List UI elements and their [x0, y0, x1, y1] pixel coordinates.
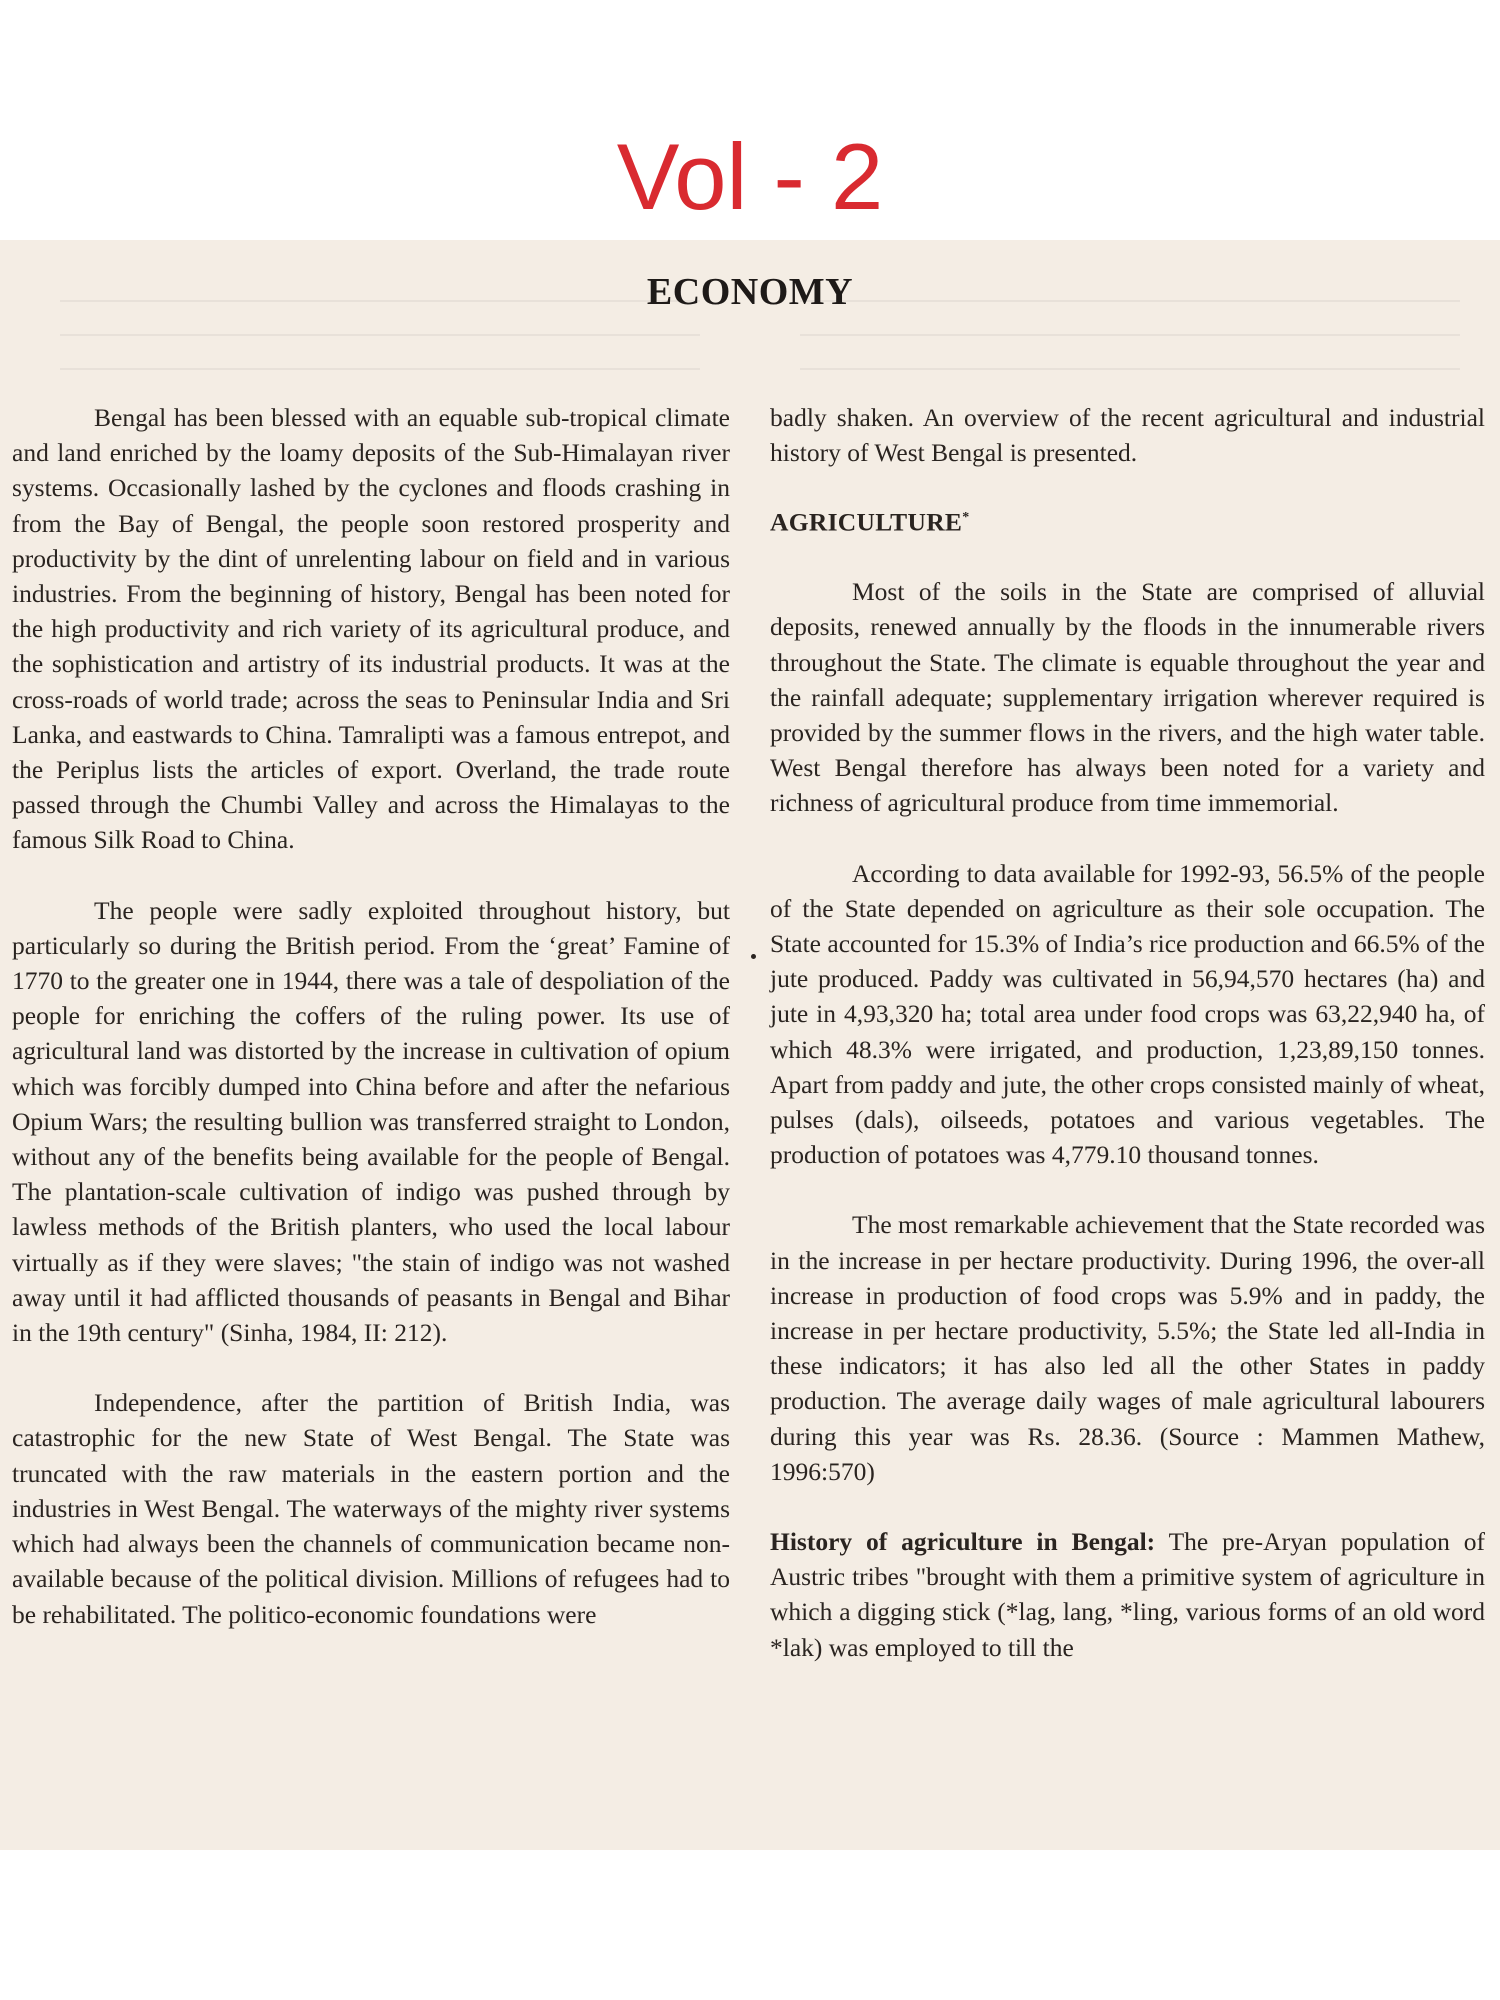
paragraph: Independence, after the partition of British India, was catastrophic for the new State of West Bengal. The State was truncated with the raw materials in the eastern portion and the industries in West Bengal. The waterways of the mighty river systems which had always been the channels of communication became non-available because of the political division. Millions of refugees had to be rehabilitated. The politico-economic foundations were: [12, 1388, 730, 1629]
bleed-through-right: [800, 300, 1460, 400]
bleed-through-left: [60, 300, 700, 400]
left-column: [12, 400, 730, 1632]
page-heading: ECONOMY: [646, 271, 854, 313]
paragraph: According to data available for 1992-93, 56.5% of the people of the State depended on agriculture as their sole occupation. The State accounted for 15.3% of India’s rice production and 66.5% of the jute produced. Paddy was cultivated in 56,94,570 hectares (ha) and jute in 4,93,320 ha; total area under food crops was 63,22,940 ha, of which 48.3% were irrigated, and production, 1,23,89,150 tonnes. Apart from paddy and jute, the other crops consisted mainly of wheat, pulses (dals), oilseeds, potatoes and various vegetables. The production of potatoes was 4,779.10 thousand tonnes.: [770, 858, 1485, 1170]
paragraph: The most remarkable achievement that the State recorded was in the increase in per hectare productivity. During 1996, the over-all increase in production of food crops was 5.9% and in paddy, the increase in per hectare productivity, 5.5%; the State led all-India in these indicators; it has also led all the other States in paddy production. The average daily wages of male agricultural labourers during this year was Rs. 28.36. (Source : Mammen Mathew, 1996:570): [770, 1210, 1485, 1486]
section-heading: AGRICULTURE*: [770, 507, 970, 537]
stray-mark: [751, 954, 756, 959]
footnote-marker: *: [962, 510, 970, 526]
right-column: [770, 400, 1485, 1665]
paragraph: Bengal has been blessed with an equable sub-tropical climate and land enriched by the loamy deposits of the Sub-Himalayan river systems. Occasionally lashed by the cyclones and floods crashing in from the Bay of Bengal, the people soon restored prosperity and productivity by the dint of unrelenting labour on field and in various industries. From the beginning of history, Bengal has been noted for the high productivity and rich variety of its agricultural produce, and the sophistication and artistry of its industrial products. It was at the cross-roads of world trade; across the seas to Peninsular India and Sri Lanka, and eastwards to China. Tamralipti was a famous entrepot, and the Periplus lists the articles of export. Overland, the trade route passed through the Chumbi Valley and across the Himalayas to the famous Silk Road to China.: [12, 403, 730, 855]
paragraph: The people were sadly exploited throughout history, but particularly so during the British period. From the ‘great’ Famine of 1770 to the greater one in 1944, there was a tale of despoliation of the people for enriching the coffers of the ruling power. Its use of agricultural land was distorted by the increase in cultivation of opium which was forcibly dumped into China before and after the nefarious Opium Wars; the resulting bullion was transferred straight to London, without any of the benefits being available for the people of Bengal. The plantation-scale cultivation of indigo was pushed through by lawless methods of the British planters, who used the local labour virtually as if they were slaves; "the stain of indigo was not washed away until it had afflicted thousands of peasants in Bengal and Bihar in the 19th century" (Sinha, 1984, II: 212).: [12, 895, 730, 1348]
run-in-heading: History of agriculture in Bengal:: [770, 1526, 1156, 1556]
paragraph: Most of the soils in the State are comprised of alluvial deposits, renewed annually by the floods in the innumerable rivers throughout the State. The climate is equable throughout the year and the rainfall adequate; supplementary irrigation wherever required is provided by the summer flows in the rivers, and the high water table. West Bengal therefore has always been noted for a variety and richness of agricultural produce from time immemorial.: [770, 577, 1485, 818]
volume-label: Vol - 2: [616, 124, 884, 229]
run-in-text: The pre-Aryan population of Austric tribes "brought with them a primitive system of agriculture in which a digging stick (*lag, lang, *ling, various forms of an old word *lak) was employed to till the: [770, 1526, 1485, 1662]
paragraph: [770, 1524, 1485, 1665]
paragraph-continuation: badly shaken. An overview of the recent agricultural and industrial history of West Bengal is presented.: [770, 403, 1485, 468]
